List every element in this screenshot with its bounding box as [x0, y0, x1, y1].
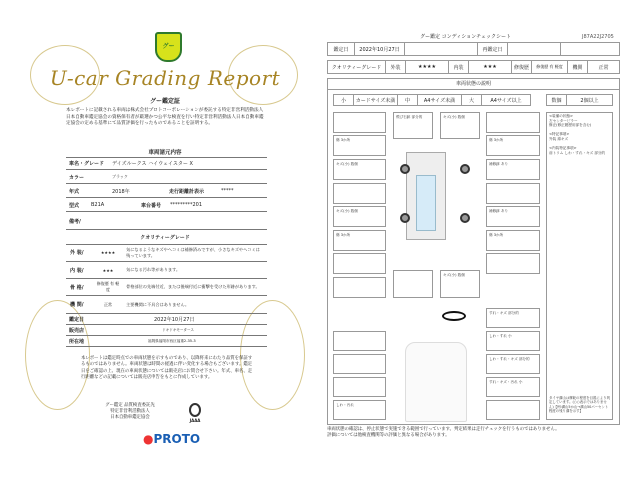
value: デイズルークス ハイウェイスター X — [112, 160, 193, 167]
value: ドキドキモータース — [162, 327, 195, 332]
quality-row — [66, 279, 267, 296]
date-label: 鑑定日 — [328, 43, 355, 55]
damage-box-top: キズ(小) 数個 — [440, 112, 480, 139]
damage-box-left: 傷 3か所 — [333, 135, 386, 156]
interior-box-left — [333, 331, 386, 351]
legend-small: 小 — [334, 95, 354, 105]
repair-value: 修復歴 有 軽度 — [532, 61, 568, 73]
proto-logo: ●PROTO — [143, 432, 201, 446]
note-line: <内装特記事項> — [549, 146, 577, 151]
value: B21A — [91, 202, 105, 208]
damage-box-left: 傷 3か所 — [333, 230, 386, 251]
quality-grade: 修復歴 有 軽度 — [96, 281, 120, 292]
legend-medium-desc: A4サイズ未満 — [418, 95, 462, 105]
count-value: 2個以上 — [580, 97, 599, 104]
value: 2022年10月27日 — [154, 316, 195, 323]
interior-box-left — [333, 377, 386, 397]
date-row — [327, 42, 620, 56]
label: 所在地 — [69, 338, 85, 345]
damage-box-left: キズ(小) 数個 — [333, 159, 386, 180]
engine-value: 正常 — [598, 64, 609, 71]
interior-box-right: しわ・すれ・キズ 部分的 — [486, 354, 540, 374]
interior-box-right — [486, 400, 540, 420]
value: ***** — [221, 188, 234, 194]
quality-heading: クオリティーグレード — [140, 235, 190, 241]
legend-small-desc: カードサイズ未満 — [354, 95, 398, 105]
damage-box-top: 飛び石跡 部分的 — [393, 112, 433, 139]
damage-box-right — [486, 183, 540, 204]
interior-box-left: しわ・汚れ — [333, 400, 386, 420]
quality-grade: 正常 — [104, 301, 112, 307]
sheet-title: グー鑑定 コンディションチェックシート — [420, 34, 511, 40]
tire-icon — [400, 164, 410, 174]
quality-label: 機 関/ — [70, 302, 84, 308]
footer-line: 車両状態の確認は、停止状態で実施できる範囲で行っています。判定結果は走行チェックを行うものではありません。 — [327, 427, 560, 432]
quality-row — [66, 296, 267, 314]
repair-label: 修復歴 — [512, 61, 532, 73]
label: 走行距離計表示 — [169, 188, 205, 195]
ext-grade: ★★★★ — [406, 61, 449, 73]
note-line: 外装 薄キズ — [549, 136, 569, 141]
damage-box-left — [333, 183, 386, 204]
tire-note: タイヤ溝山は摩耗の程度を目視により判定しています。(○○表示ではありません)【例:溝山5か山→溝山50パーセント程度の残り溝を示す】 — [549, 396, 610, 414]
label: カラー — [69, 174, 85, 181]
label: 型式 — [69, 202, 80, 209]
footer-line: 評価については他検査機関等の評価と異なる場合があります。 — [327, 433, 450, 438]
damage-box-right — [486, 112, 540, 133]
certificate-subtitle: グー鑑定証 — [149, 98, 180, 105]
count-legend — [546, 94, 613, 106]
damage-box-right: 傷 3か所 — [486, 230, 540, 251]
quality-row — [66, 262, 267, 279]
damage-box-left — [333, 277, 386, 298]
note-line: 左センターピラー — [549, 118, 578, 123]
notes-panel — [546, 112, 613, 420]
legend-large: 大 — [462, 95, 482, 105]
label: 鑑定日 — [69, 316, 85, 323]
note-line: <装備の状態> — [549, 114, 573, 118]
damage-box-bottom — [393, 270, 433, 298]
interior-box-right: すれ・キズ・汚れ 小 — [486, 377, 540, 397]
damage-box-left: キズ(小) 数個 — [333, 206, 386, 227]
disclaimer-text: 本レポートは鑑定時点での車両状態を示すものであり、以降将来にわたり品質を保証するものではありません。車両状態は時間の経過に伴い変化する場合もございます。鑑定日をご確認の上、現在の車両状態については販売店にお問合せ下さい。年式、車名、走行距離などの記載については販売店申告をもとに作成しています。 — [81, 356, 253, 381]
note-line: <特記事項> — [549, 132, 570, 137]
spec-row-notes — [66, 213, 267, 230]
section-title: 車両状態の説明 — [327, 78, 620, 90]
int-label: 内装 — [449, 61, 469, 73]
interior-box-right: すれ・キズ 部分的 — [486, 308, 540, 328]
spec-heading: 車両諸元内容 — [148, 150, 182, 156]
damage-box-right: 傷 3か所 — [486, 135, 540, 156]
tire-icon — [460, 164, 470, 174]
legend-medium: 中 — [398, 95, 418, 105]
spec-row-color — [66, 171, 267, 184]
interior-box-left — [333, 354, 386, 374]
spec-row-name — [66, 157, 267, 170]
sheet-footer — [327, 427, 560, 439]
damage-box-bottom: キズ(小) 数個 — [440, 270, 480, 298]
date-row — [66, 314, 267, 325]
grade-label: クオリティーグレード — [328, 61, 386, 73]
quality-desc: 骨格部位の先端付近、または後端付近に衝撃を受けた形跡があります。 — [126, 284, 260, 290]
value: 福岡県福岡市西区福重2-35-3 — [148, 338, 196, 343]
spec-row-model — [66, 199, 267, 212]
quality-label: 内 装/ — [70, 267, 84, 274]
spec-row-year — [66, 185, 267, 198]
legend-large-desc: A4サイズ以上 — [490, 97, 522, 104]
sheet-code: J87A22J2705 — [582, 34, 614, 40]
quality-grade: ★★★ — [102, 267, 114, 273]
int-grade: ★★★ — [469, 61, 512, 73]
value: ブラック — [112, 174, 128, 179]
grade-row — [327, 60, 620, 74]
car-body-diagram — [406, 152, 446, 240]
damage-box-left — [333, 112, 386, 133]
intro-text: 本レポートに記載される車両は株式会社プロトコーポレーションが委託する特定非営利活動法人日本自動車鑑定協会の資格保有者が厳選かつ公平な検査を行い特定非営利活動法人日本自動車鑑定協会の定める基準にて品質評価を行ったものであることを証明する。 — [66, 108, 264, 126]
quality-label: 骨 格/ — [70, 284, 84, 291]
damage-box-right — [486, 253, 540, 274]
quality-desc: 気になる汚れ等があります。 — [126, 267, 181, 273]
interior-box-right: しわ・すれ 小 — [486, 331, 540, 351]
proto-logo-text: PROTO — [153, 432, 201, 446]
note-line: 前トリム しわ・すれ・キズ 部分的 — [549, 150, 606, 155]
label: 販売店 — [69, 327, 85, 334]
note-line: 修正(修正履歴用部を含む) — [549, 123, 592, 128]
label: 車名・グレード — [69, 160, 105, 167]
jaaa-logo — [180, 403, 210, 423]
label: 年式 — [69, 188, 80, 195]
engine-label: 機関 — [568, 61, 588, 73]
ext-label: 外装 — [386, 61, 406, 73]
tire-icon — [400, 213, 410, 223]
quality-desc: 気になるようなキズやヘコミは補修済みですが、小さなキズやヘコミは残っています。 — [126, 247, 260, 258]
quality-row — [66, 244, 267, 262]
damage-box-left — [333, 253, 386, 274]
date-value: 2022年10月27日 — [355, 43, 405, 55]
damage-box-right: 補修跡 あり — [486, 159, 540, 180]
quality-grade: ★★★★ — [100, 250, 116, 255]
tire-icon — [460, 213, 470, 223]
steering-wheel-icon — [442, 311, 466, 321]
interior-diagram — [405, 342, 467, 422]
shop-row — [66, 325, 267, 336]
goo-kantei-logo: グー — [155, 32, 182, 62]
quality-label: 外 装/ — [70, 250, 84, 256]
label: 備考/ — [69, 218, 81, 225]
jaaa-logo-text: JAAA — [189, 418, 201, 423]
address-row — [66, 336, 267, 347]
redate-label: 再鑑定日 — [478, 43, 508, 55]
label: 車台番号 — [141, 202, 162, 209]
value: *********201 — [170, 202, 203, 208]
count-label: 数個 — [547, 95, 567, 105]
report-title: U-car Grading Report — [49, 66, 281, 90]
org-text: グー鑑定 品質検査委託先 特定非営利活動法人 日本自動車鑑定協会 — [105, 403, 155, 420]
damage-box-right: 補修跡 あり — [486, 206, 540, 227]
size-legend — [333, 94, 531, 106]
value: 2018年 — [112, 188, 130, 195]
quality-desc: 主要機関に不具合はありません。 — [126, 301, 190, 307]
